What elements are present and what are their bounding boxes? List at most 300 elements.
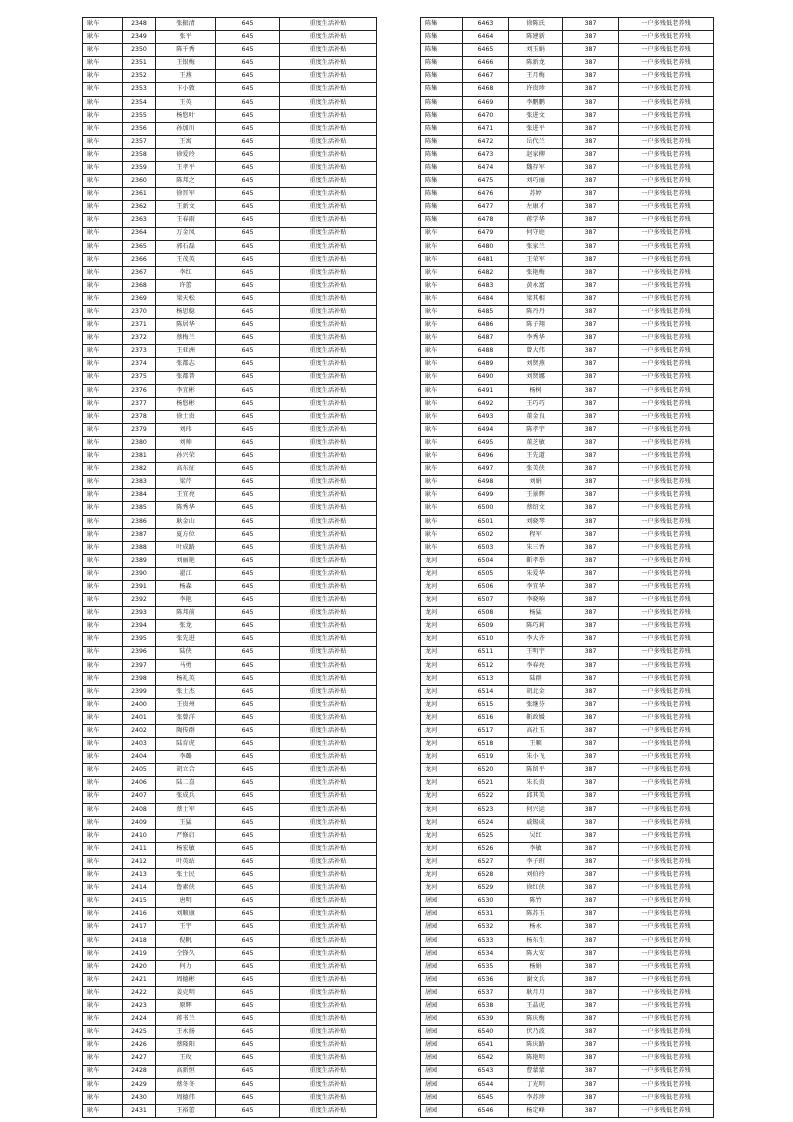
table-row [83,607,377,620]
name-cell: 叶英站 [156,856,216,869]
serial-cell: 2360 [123,175,156,188]
amount-cell: 645 [216,882,280,895]
serial-cell: 2379 [123,423,156,436]
town-cell: 耿车 [83,489,123,502]
category-cell: 重度生活补贴 [280,44,377,57]
serial-cell: 6464 [463,31,509,44]
amount-cell: 387 [563,358,619,371]
table-row [421,371,714,384]
amount-cell: 645 [216,1091,280,1104]
amount-cell: 387 [563,947,619,960]
table-row [421,162,714,175]
serial-cell: 2376 [123,384,156,397]
town-cell: 耿车 [83,450,123,463]
category-cell: 一户多残低老养残 [619,502,714,515]
name-cell: 王猛 [156,816,216,829]
table-row [83,437,377,450]
town-cell: 屠园 [421,1078,463,1091]
serial-cell: 2361 [123,188,156,201]
name-cell: 唐明 [156,895,216,908]
category-cell: 一户多残低老养残 [619,934,714,947]
category-cell: 一户多残低老养残 [619,31,714,44]
name-cell: 王顺 [509,738,563,751]
amount-cell: 645 [216,1065,280,1078]
town-cell: 陈集 [421,31,463,44]
amount-cell: 645 [216,188,280,201]
category-cell: 重度生活补贴 [280,882,377,895]
name-cell: 刘娟 [509,476,563,489]
serial-cell: 6481 [463,253,509,266]
amount-cell: 387 [563,672,619,685]
amount-cell: 645 [216,70,280,83]
category-cell: 一户多残低老养残 [619,895,714,908]
table-row [83,463,377,476]
serial-cell: 2407 [123,790,156,803]
table-row [421,96,714,109]
category-cell: 一户多残低老养残 [619,266,714,279]
serial-cell: 2355 [123,109,156,122]
name-cell: 靳政媛 [509,711,563,724]
category-cell: 重度生活补贴 [280,18,377,31]
town-cell: 耿车 [421,240,463,253]
amount-cell: 387 [563,253,619,266]
town-cell: 龙河 [421,698,463,711]
serial-cell: 6500 [463,502,509,515]
town-cell: 陈集 [421,214,463,227]
amount-cell: 387 [563,1065,619,1078]
town-cell: 陈集 [421,109,463,122]
serial-cell: 6521 [463,777,509,790]
serial-cell: 2413 [123,869,156,882]
name-cell: 陶传群 [156,725,216,738]
name-cell: 王月梅 [509,70,563,83]
name-cell: 李敏 [509,842,563,855]
amount-cell: 645 [216,450,280,463]
amount-cell: 645 [216,567,280,580]
town-cell: 耿车 [83,554,123,567]
right-table-body [421,18,714,1118]
serial-cell: 6544 [463,1078,509,1091]
name-cell: 徐爱玲 [156,148,216,161]
name-cell: 高新恒 [156,1065,216,1078]
name-cell: 徐红侠 [509,882,563,895]
serial-cell: 6482 [463,266,509,279]
serial-cell: 6514 [463,685,509,698]
table-row [83,319,377,332]
category-cell: 重度生活补贴 [280,751,377,764]
town-cell: 龙河 [421,607,463,620]
name-cell: 耿金山 [156,515,216,528]
name-cell: 刘帅 [156,437,216,450]
table-row [421,1065,714,1078]
town-cell: 耿车 [421,266,463,279]
town-cell: 屠园 [421,895,463,908]
amount-cell: 645 [216,973,280,986]
category-cell: 重度生活补贴 [280,633,377,646]
name-cell: 王孝平 [156,162,216,175]
town-cell: 耿车 [83,437,123,450]
table-row [421,253,714,266]
serial-cell: 6499 [463,489,509,502]
name-cell: 何兴运 [509,803,563,816]
town-cell: 耿车 [421,423,463,436]
name-cell: 董芝敏 [509,437,563,450]
name-cell: 徐士贵 [156,410,216,423]
serial-cell: 2404 [123,751,156,764]
serial-cell: 2421 [123,973,156,986]
serial-cell: 6536 [463,973,509,986]
name-cell: 王先道 [509,450,563,463]
town-cell: 龙河 [421,869,463,882]
town-cell: 龙河 [421,764,463,777]
table-row [421,594,714,607]
town-cell: 耿车 [83,620,123,633]
town-cell: 耿车 [83,201,123,214]
name-cell: 杨森 [156,581,216,594]
amount-cell: 387 [563,1104,619,1117]
name-cell: 仝锋久 [156,947,216,960]
category-cell: 一户多残低老养残 [619,947,714,960]
serial-cell: 2370 [123,306,156,319]
amount-cell: 387 [563,554,619,567]
category-cell: 一户多残低老养残 [619,292,714,305]
amount-cell: 645 [216,306,280,319]
serial-cell: 2375 [123,371,156,384]
table-row [421,57,714,70]
town-cell: 龙河 [421,581,463,594]
name-cell: 朱小飞 [509,751,563,764]
town-cell: 耿车 [421,292,463,305]
table-row [421,214,714,227]
category-cell: 重度生活补贴 [280,384,377,397]
table-row [421,567,714,580]
category-cell: 一户多残低老养残 [619,345,714,358]
table-row [83,1000,377,1013]
name-cell: 何守庭 [509,227,563,240]
table-row [421,83,714,96]
table-row [83,384,377,397]
amount-cell: 645 [216,1026,280,1039]
table-row [83,856,377,869]
town-cell: 龙河 [421,725,463,738]
name-cell: 李子班 [509,856,563,869]
table-row [83,698,377,711]
table-row [83,214,377,227]
table-row [421,607,714,620]
category-cell: 重度生活补贴 [280,698,377,711]
serial-cell: 6530 [463,895,509,908]
amount-cell: 387 [563,148,619,161]
serial-cell: 2396 [123,646,156,659]
serial-cell: 6465 [463,44,509,57]
serial-cell: 2388 [123,541,156,554]
amount-cell: 645 [216,672,280,685]
serial-cell: 2387 [123,528,156,541]
category-cell: 重度生活补贴 [280,1052,377,1065]
town-cell: 耿车 [421,450,463,463]
amount-cell: 387 [563,986,619,999]
serial-cell: 6477 [463,201,509,214]
name-cell: 杨永 [509,921,563,934]
amount-cell: 387 [563,711,619,724]
serial-cell: 6540 [463,1026,509,1039]
serial-cell: 2408 [123,803,156,816]
serial-cell: 6491 [463,384,509,397]
name-cell: 李秀华 [509,332,563,345]
amount-cell: 645 [216,410,280,423]
amount-cell: 645 [216,31,280,44]
serial-cell: 6463 [463,18,509,31]
amount-cell: 387 [563,83,619,96]
amount-cell: 645 [216,646,280,659]
town-cell: 耿车 [421,463,463,476]
serial-cell: 2349 [123,31,156,44]
town-cell: 耿车 [83,83,123,96]
table-row [421,332,714,345]
serial-cell: 2392 [123,594,156,607]
name-cell: 高东征 [156,463,216,476]
town-cell: 耿车 [83,44,123,57]
table-row [83,764,377,777]
category-cell: 一户多残低老养残 [619,1000,714,1013]
table-row [421,554,714,567]
table-row [421,122,714,135]
amount-cell: 387 [563,738,619,751]
table-row [83,188,377,201]
category-cell: 一户多残低老养残 [619,240,714,253]
name-cell: 蔡隆阳 [156,1039,216,1052]
name-cell: 李晓响 [509,594,563,607]
category-cell: 重度生活补贴 [280,567,377,580]
serial-cell: 6504 [463,554,509,567]
category-cell: 一户多残低老养残 [619,358,714,371]
serial-cell: 6466 [463,57,509,70]
table-row [83,921,377,934]
town-cell: 耿车 [83,31,123,44]
category-cell: 重度生活补贴 [280,83,377,96]
serial-cell: 2394 [123,620,156,633]
amount-cell: 645 [216,57,280,70]
category-cell: 一户多残低老养残 [619,607,714,620]
category-cell: 重度生活补贴 [280,1013,377,1026]
category-cell: 重度生活补贴 [280,803,377,816]
serial-cell: 6528 [463,869,509,882]
town-cell: 屠园 [421,921,463,934]
name-cell: 刘巧丽 [509,175,563,188]
town-cell: 耿车 [83,607,123,620]
category-cell: 一户多残低老养残 [619,908,714,921]
town-cell: 陈集 [421,44,463,57]
name-cell: 蒋书兰 [156,1013,216,1026]
serial-cell: 2428 [123,1065,156,1078]
amount-cell: 387 [563,96,619,109]
name-cell: 李红 [156,266,216,279]
town-cell: 耿车 [83,1039,123,1052]
amount-cell: 645 [216,554,280,567]
serial-cell: 2353 [123,83,156,96]
table-row [421,986,714,999]
town-cell: 耿车 [83,515,123,528]
amount-cell: 645 [216,764,280,777]
category-cell: 一户多残低老养残 [619,214,714,227]
category-cell: 一户多残低老养残 [619,476,714,489]
serial-cell: 6513 [463,672,509,685]
table-row [421,44,714,57]
name-cell: 耿月月 [509,986,563,999]
name-cell: 陈千秀 [156,44,216,57]
table-row [421,148,714,161]
name-cell: 胡立合 [156,764,216,777]
category-cell: 重度生活补贴 [280,594,377,607]
table-row [83,633,377,646]
town-cell: 耿车 [83,410,123,423]
name-cell: 王贵州 [156,698,216,711]
town-cell: 耿车 [83,882,123,895]
category-cell: 一户多残低老养残 [619,567,714,580]
category-cell: 重度生活补贴 [280,973,377,986]
table-row [83,489,377,502]
right-roster-table [420,17,714,1118]
category-cell: 一户多残低老养残 [619,816,714,829]
category-cell: 一户多残低老养残 [619,450,714,463]
amount-cell: 387 [563,437,619,450]
town-cell: 耿车 [83,345,123,358]
town-cell: 耿车 [83,292,123,305]
town-cell: 耿车 [83,57,123,70]
table-row [83,450,377,463]
serial-cell: 6526 [463,842,509,855]
table-row [83,292,377,305]
amount-cell: 387 [563,1000,619,1013]
table-row [83,1104,377,1117]
category-cell: 重度生活补贴 [280,279,377,292]
name-cell: 李宜彬 [156,384,216,397]
serial-cell: 6511 [463,646,509,659]
table-row [83,476,377,489]
table-row [83,148,377,161]
amount-cell: 645 [216,934,280,947]
amount-cell: 387 [563,319,619,332]
amount-cell: 645 [216,397,280,410]
table-row [83,816,377,829]
amount-cell: 387 [563,803,619,816]
serial-cell: 6492 [463,397,509,410]
amount-cell: 387 [563,816,619,829]
amount-cell: 645 [216,856,280,869]
name-cell: 陈邦之 [156,175,216,188]
town-cell: 耿车 [83,698,123,711]
category-cell: 重度生活补贴 [280,856,377,869]
serial-cell: 2395 [123,633,156,646]
name-cell: 张都普 [156,371,216,384]
category-cell: 一户多残低老养残 [619,1104,714,1117]
category-cell: 重度生活补贴 [280,672,377,685]
category-cell: 一户多残低老养残 [619,672,714,685]
town-cell: 龙河 [421,803,463,816]
table-row [421,973,714,986]
town-cell: 耿车 [83,777,123,790]
amount-cell: 645 [216,148,280,161]
town-cell: 龙河 [421,856,463,869]
amount-cell: 387 [563,790,619,803]
table-row [421,384,714,397]
table-row [83,44,377,57]
serial-cell: 2418 [123,934,156,947]
amount-cell: 387 [563,528,619,541]
category-cell: 一户多残低老养残 [619,725,714,738]
town-cell: 耿车 [83,1065,123,1078]
name-cell: 张美侠 [509,463,563,476]
amount-cell: 645 [216,135,280,148]
name-cell: 王亚洲 [156,345,216,358]
serial-cell: 6515 [463,698,509,711]
category-cell: 重度生活补贴 [280,515,377,528]
amount-cell: 387 [563,292,619,305]
amount-cell: 645 [216,253,280,266]
serial-cell: 2359 [123,162,156,175]
category-cell: 重度生活补贴 [280,175,377,188]
serial-cell: 6523 [463,803,509,816]
name-cell: 王晶虎 [509,1000,563,1013]
table-row [421,135,714,148]
town-cell: 耿车 [83,96,123,109]
serial-cell: 6509 [463,620,509,633]
serial-cell: 6472 [463,135,509,148]
amount-cell: 387 [563,162,619,175]
name-cell: 陈巧莉 [509,620,563,633]
name-cell: 朱长贵 [509,777,563,790]
table-row [421,790,714,803]
amount-cell: 387 [563,476,619,489]
town-cell: 耿车 [83,502,123,515]
town-cell: 耿车 [421,410,463,423]
serial-cell: 6506 [463,581,509,594]
town-cell: 耿车 [421,541,463,554]
name-cell: 陈庆路 [509,1039,563,1052]
amount-cell: 645 [216,292,280,305]
amount-cell: 387 [563,842,619,855]
town-cell: 耿车 [83,1078,123,1091]
amount-cell: 387 [563,607,619,620]
amount-cell: 387 [563,1078,619,1091]
table-row [421,921,714,934]
serial-cell: 2383 [123,476,156,489]
name-cell: 张平 [156,31,216,44]
category-cell: 一户多残低老养残 [619,1026,714,1039]
name-cell: 鲁素侠 [156,882,216,895]
name-cell: 杨礼英 [156,672,216,685]
town-cell: 陈集 [421,57,463,70]
town-cell: 耿车 [83,122,123,135]
serial-cell: 2426 [123,1039,156,1052]
category-cell: 一户多残低老养残 [619,882,714,895]
table-row [421,725,714,738]
serial-cell: 2403 [123,738,156,751]
town-cell: 耿车 [83,908,123,921]
serial-cell: 6517 [463,725,509,738]
table-row [83,162,377,175]
name-cell: 李宜华 [509,581,563,594]
name-cell: 魏存军 [509,162,563,175]
name-cell: 张进文 [509,109,563,122]
town-cell: 耿车 [83,816,123,829]
amount-cell: 645 [216,725,280,738]
amount-cell: 387 [563,70,619,83]
name-cell: 陆二喜 [156,777,216,790]
town-cell: 龙河 [421,829,463,842]
town-cell: 耿车 [83,1000,123,1013]
category-cell: 一户多残低老养残 [619,803,714,816]
